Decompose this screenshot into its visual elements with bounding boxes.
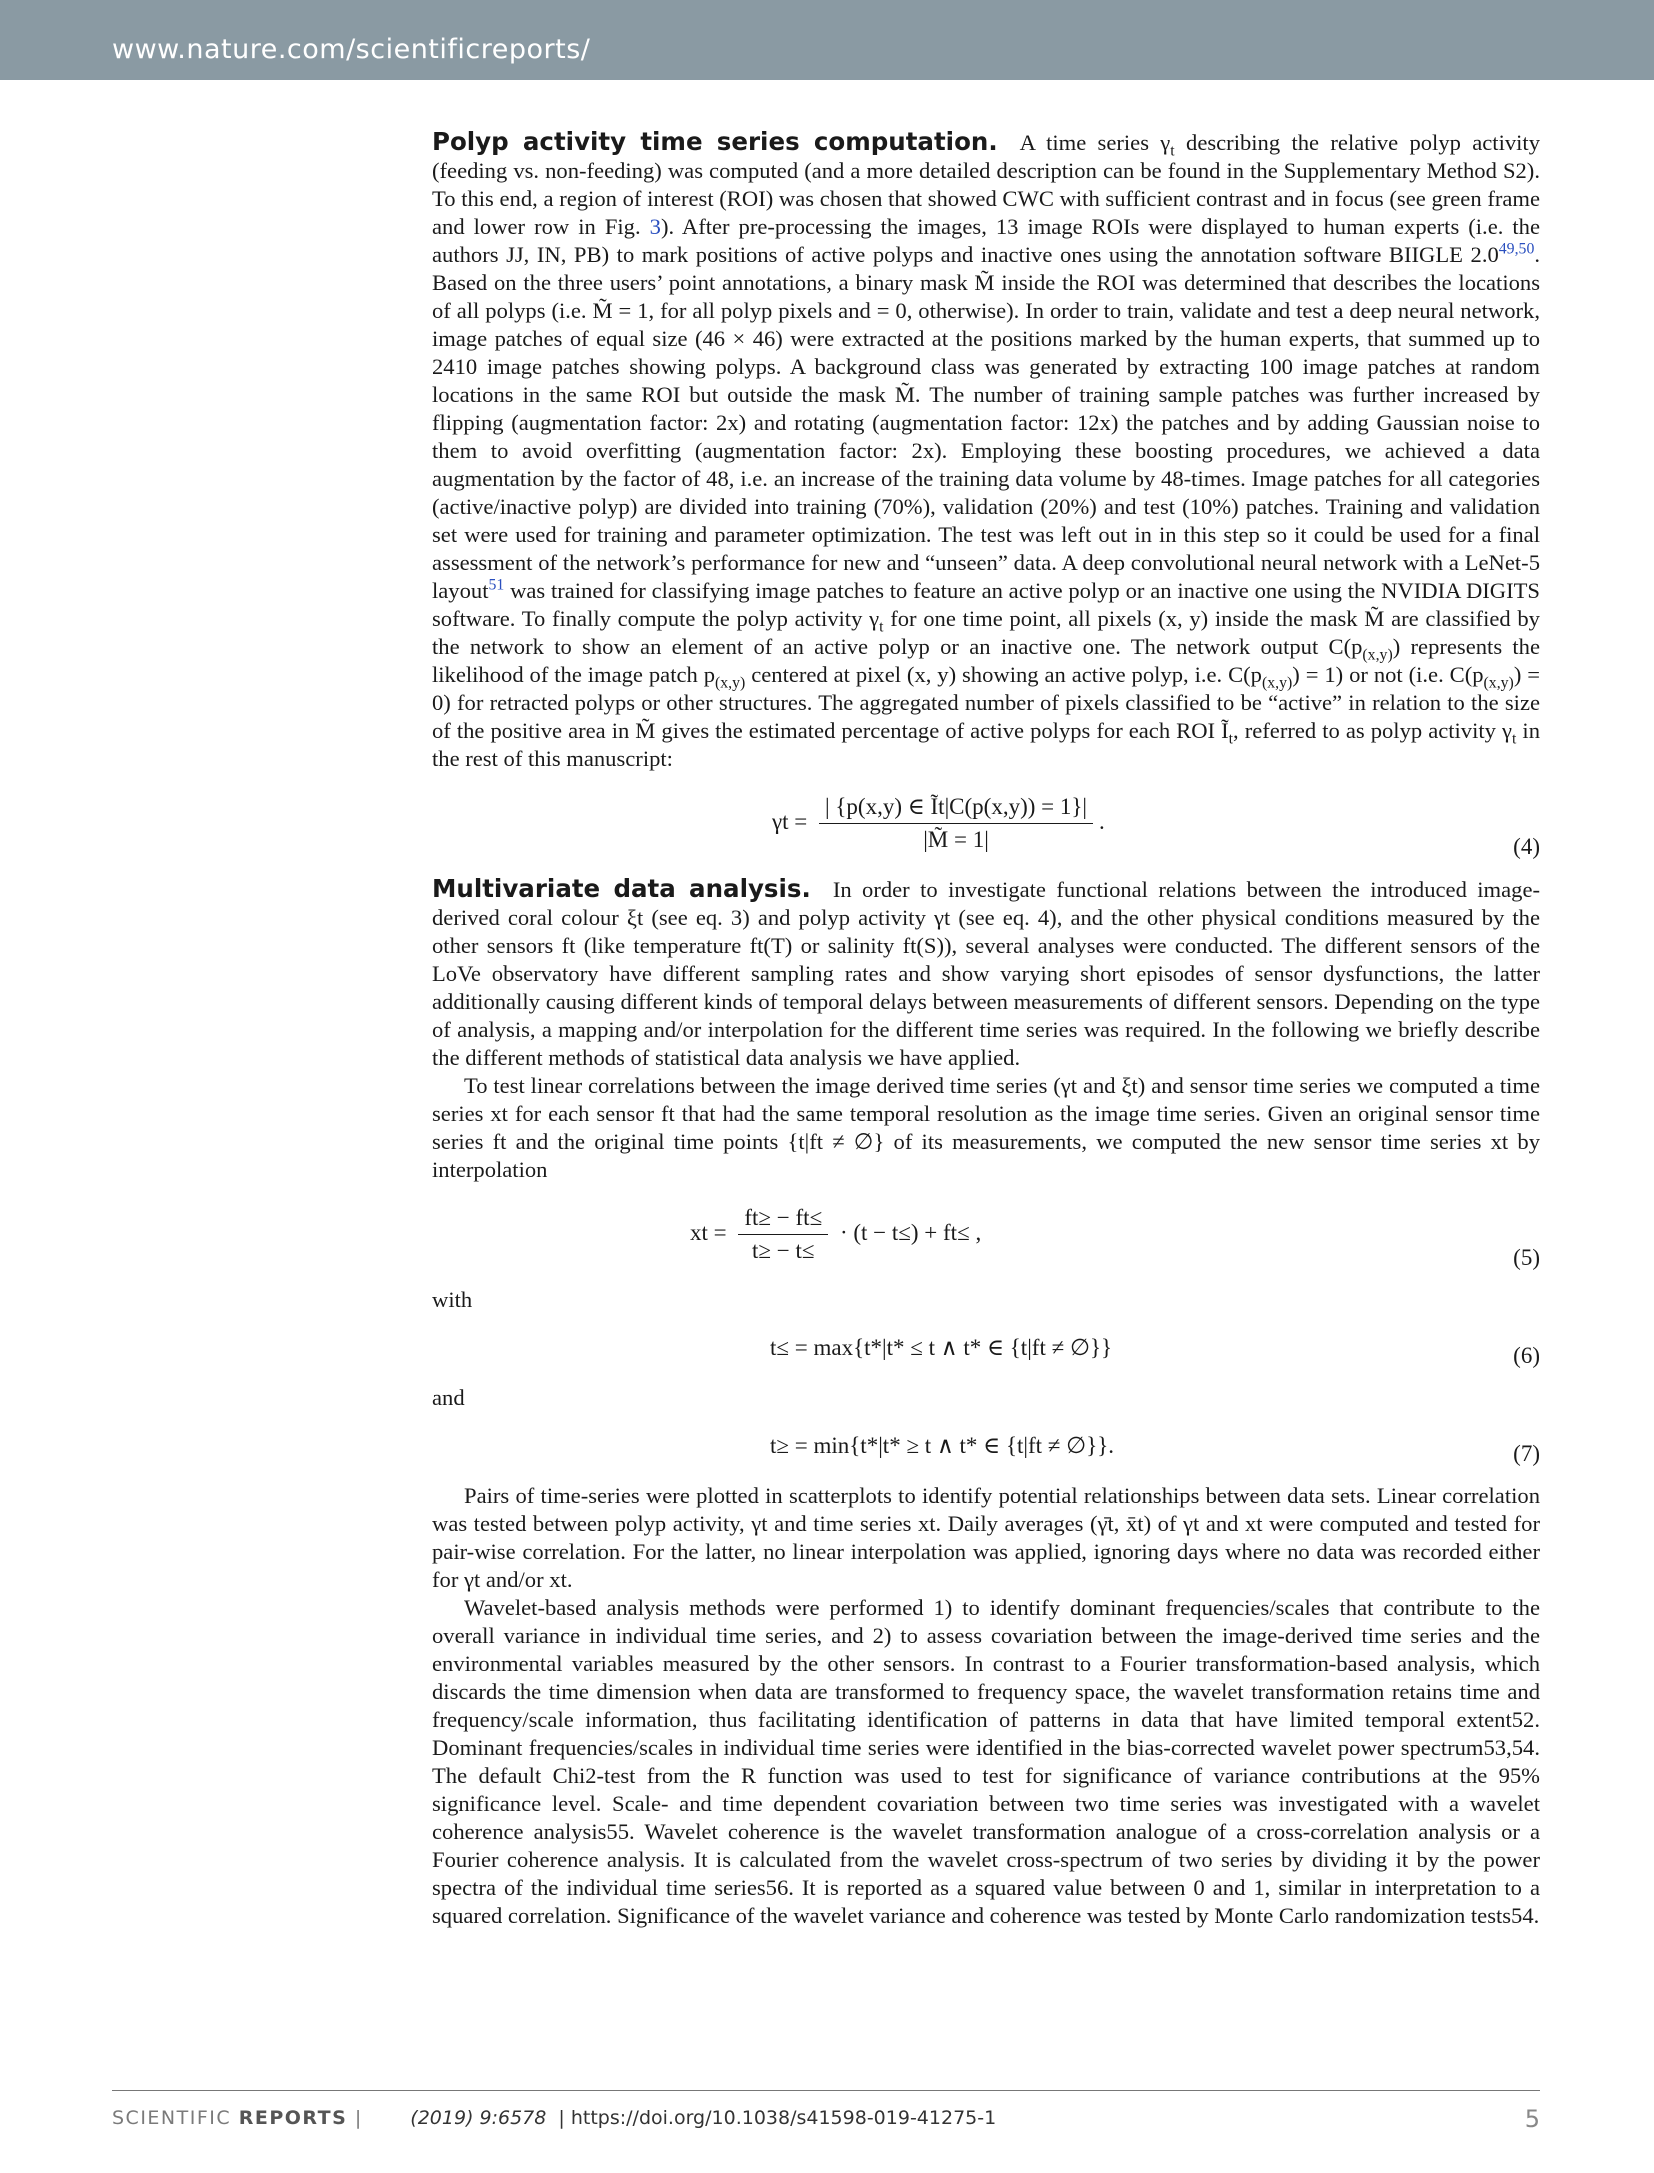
citation-link[interactable]: 51 [488, 576, 505, 594]
paragraph: In order to investigate functional relations between the introduced image-derived coral colour ξt (see eq. 3) and polyp activity γt (see eq. 4), and the other physical conditions measured by the other sensors ft (like temperature ft(T) or salinity ft(S)), several analyses were conducted. The different sensors of the LoVe observatory have different sampling rates and show varying short episodes of sensor dysfunctions, the latter additionally causing different kinds of temporal delays between measurements of different sensors. Depending on the type of analysis, a mapping and/or interpolation for the different time series was required. In the following we briefly describe the different methods of statistical data analysis we have applied. [432, 877, 1540, 1070]
section-polyp-activity [432, 128, 1540, 773]
text-run: . Based on the three users’ point annotations, a binary mask M̃ inside the ROI was determined that describes the locations of all polyps (i.e. M̃ = 1, for all polyp pixels and = 0, otherwise). In order to train, validate and test a deep neural network, image patches of equal size (46 × 46) were extracted at the positions marked by the human experts, that summed up to 2410 image patches showing polyps. A background class was generated by extracting 100 image patches at random locations in the same ROI but outside the mask M̃. The number of training sample patches was further increased by flipping (augmentation factor: 2x) and rotating (augmentation factor: 12x) the patches and by adding Gaussian noise to them to avoid overfitting (augmentation factor: 2x). Employing these boosting procedures, we achieved a data augmentation by the factor of 48, i.e. an increase of the training data volume by 48-times. Image patches for all categories (active/inactive polyp) are divided into training (70%), validation (20%) and test (10%) patches. Training and validation set were used for training and parameter optimization. The test was left out in in this step so it could be used for a final assessment of the network’s performance for new and “unseen” data. A deep convolutional neural network with a LeNet-5 layout [432, 242, 1540, 603]
equation-lhs: xt = [690, 1219, 727, 1245]
journal-name-part: SCIENTIFIC [112, 2107, 239, 2129]
journal-header-bar [0, 0, 1654, 80]
subscript: (x,y) [1261, 674, 1293, 692]
journal-url[interactable]: www.nature.com/scientificreports/ [112, 34, 591, 65]
figure-link[interactable]: 3 [649, 214, 661, 239]
text-run: describing the relative polyp activity (feeding vs. non-feeding) was computed (and a more detailed description can be found in the Supplementary Method S2). To this end, a region of interest (ROI) was chosen that showed CWC with sufficient contrast and in focus (see green frame and lower row in Fig. [432, 130, 1540, 239]
doi-link[interactable]: | https://doi.org/10.1038/s41598-019-41275-1 [552, 2107, 997, 2129]
subscript: (x,y) [1483, 674, 1514, 692]
text-run: , referred to as polyp activity γ [1233, 718, 1512, 743]
journal-name-part: REPORTS [238, 2107, 348, 2129]
connector-with: with [432, 1287, 473, 1312]
paragraph: Wavelet-based analysis methods were performed 1) to identify dominant frequencies/scales that contribute to the overall variance in individual time series, and 2) to assess covariation between the image-derived time series and the environmental variables measured by the other sensors. In contrast to a Fourier transformation-based analysis, which discards the time dimension when data are transformed to frequency space, the wavelet transformation retains time and frequency/scale information, thus facilitating identification of patterns in data that have limited temporal extent52. Dominant frequencies/scales in individual time series were identified in the bias-corrected wavelet power spectrum53,54. The default Chi2-test from the R function was used to test for significance of variance contributions at the 95% significance level. Scale- and time dependent covariation between two time series was investigated with a wavelet coherence analysis55. Wavelet coherence is the wavelet transformation analogue of a cross-correlation analysis or a Fourier coherence analysis. It is calculated from the wavelet cross-spectrum of two series by dividing it by the power spectra of the individual time series56. It is reported as a squared value between 0 and 1, similar in interpretation to a squared correlation. Significance of the wavelet variance and coherence was tested by Monte Carlo randomization tests54. [432, 1595, 1540, 1928]
equation-number: (6) [1513, 1343, 1540, 1368]
text-run: centered at pixel (x, y) showing an active polyp, i.e. C(p [745, 662, 1262, 687]
text-run: ) = 1) or not (i.e. C(p [1292, 662, 1484, 687]
subscript: (x,y) [715, 674, 746, 692]
equation-number: (7) [1513, 1441, 1540, 1466]
equation-body: t≥ = min{t*|t* ≥ t ∧ t* ∈ {t|ft ≠ ∅}}. [770, 1433, 1115, 1458]
equation-numerator: ft≥ − ft≤ [738, 1204, 828, 1235]
paragraph: Pairs of time-series were plotted in scatterplots to identify potential relationships between data sets. Linear correlation was tested between polyp activity, γt and time series xt. Daily averages (γ̄t, x̄t) of γt and xt were computed and tested for pair-wise correlation. For the latter, no linear interpolation was applied, ignoring days where no data was recorded either for γt and/or xt. [432, 1483, 1540, 1592]
journal-name [112, 2107, 370, 2129]
section-heading: Multivariate data analysis. [432, 874, 811, 903]
equation-6 [432, 1326, 1540, 1374]
subscript: t [1170, 142, 1175, 160]
page-footer [112, 2090, 1540, 2133]
text-run: A time series γ [1019, 130, 1171, 155]
equation-number: (5) [1513, 1245, 1540, 1270]
text-run: for one time point, all pixels (x, y) inside the mask M̃ are classified by the network to show an element of an active polyp or an inactive one. The network output C(p [432, 606, 1540, 659]
equation-numerator: | {p(x,y) ∈ Ĩt|C(p(x,y)) = 1}| [819, 793, 1093, 824]
subscript: t [1228, 730, 1234, 748]
text-run: ). After pre-processing the images, 13 image ROIs were displayed to human experts (i.e. the authors JJ, IN, PB) to mark positions of active polyps and inactive ones using the annotation software BIIGLE 2.0 [432, 214, 1541, 267]
footer-left [112, 2107, 996, 2129]
text-run: was trained for classifying image patches to feature an active polyp or an inactive one using the NVIDIA DIGITS software. To finally compute the polyp activity γ [432, 578, 1540, 631]
equation-fraction [819, 793, 1093, 854]
article-body [432, 128, 1540, 1930]
citation: (2019) 9:6578 [410, 2107, 547, 2129]
separator: | [347, 2107, 371, 2129]
subscript: (x,y) [1362, 646, 1393, 664]
text-run: ) = 0) for retracted polyps or other structures. The aggregated number of pixels classified to be “active” in relation to the size of the positive area in M̃ gives the estimated percentage of active polyps for each ROI Ĩ [432, 662, 1540, 743]
equation-fraction [738, 1204, 828, 1265]
equation-number: (4) [1513, 834, 1540, 859]
section-multivariate [432, 875, 1540, 1072]
section-heading: Polyp activity time series computation. [432, 127, 998, 156]
paragraph: To test linear correlations between the image derived time series (γt and ξt) and sensor time series we computed a time series xt for each sensor ft that had the same temporal resolution as the image time series. Given an original sensor time series ft and the original time points {t|ft ≠ ∅} of its measurements, we computed the new sensor time series xt by interpolation [432, 1073, 1540, 1182]
text-run: ) represents the likelihood of the image patch p [432, 634, 1540, 687]
equation-5 [432, 1196, 1540, 1276]
equation-denominator: t≥ − t≤ [752, 1238, 815, 1263]
equation-7 [432, 1424, 1540, 1472]
equation-rhs: · (t − t≤) + ft≤ , [839, 1219, 982, 1245]
equation-body: t≤ = max{t*|t* ≤ t ∧ t* ∈ {t|ft ≠ ∅}} [770, 1335, 1113, 1360]
equation-4: γt = $\frac{| \{p(x,y) \in Ĩt|C(p(x,y)) = 1\}|}{|M̃ = 1|}$ . (4) [772, 794, 1540, 859]
text-run: in the rest of this manuscript: [432, 718, 1540, 771]
page-number: 5 [1524, 2105, 1540, 2133]
connector-and: and [432, 1385, 465, 1410]
subscript: t [1511, 730, 1517, 748]
equation-lhs: γt = [772, 808, 808, 834]
equation-denominator: |M̃ = 1| [923, 827, 989, 852]
subscript: t [879, 618, 884, 636]
citation-link[interactable]: 49,50 [1498, 240, 1535, 258]
